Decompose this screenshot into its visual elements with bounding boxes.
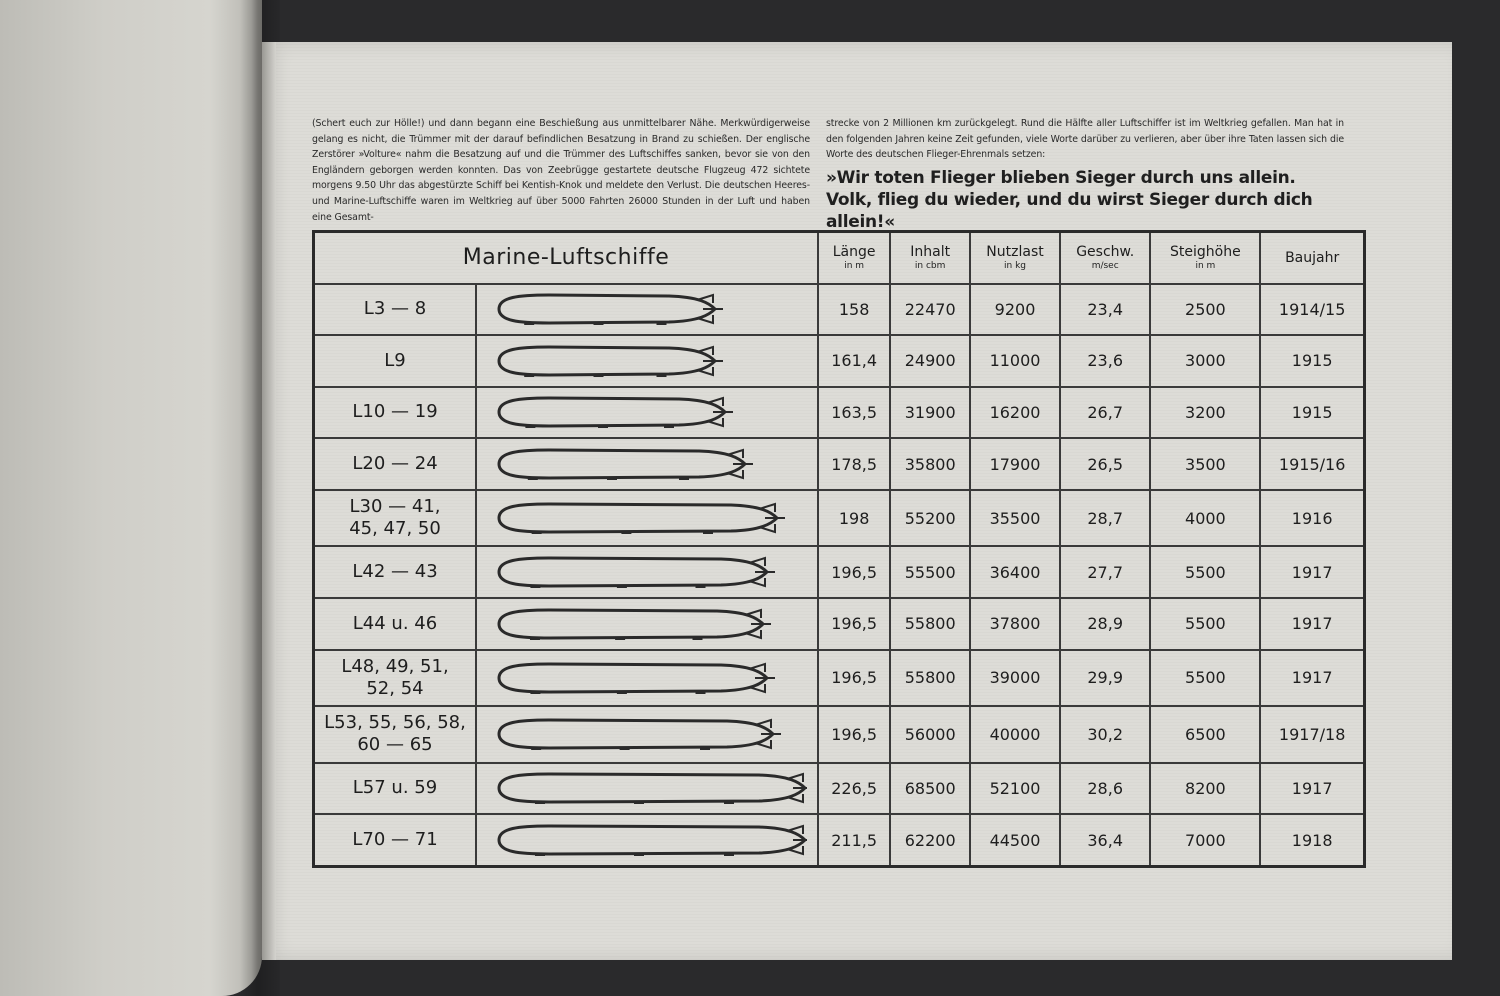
ship-name <box>314 438 477 490</box>
cell-nutzlast: 40000 <box>970 706 1060 763</box>
cell-nutzlast: 37800 <box>970 598 1060 650</box>
cell-nutzlast: 11000 <box>970 335 1060 387</box>
airship-silhouette-icon <box>487 604 807 644</box>
ship-name <box>314 546 477 598</box>
cell-geschw: 26,5 <box>1060 438 1151 490</box>
cell-geschw: 26,7 <box>1060 387 1151 439</box>
cell-steighoehe: 5500 <box>1150 650 1260 707</box>
cell-baujahr: 1915 <box>1260 335 1364 387</box>
cell-geschw: 28,7 <box>1060 490 1151 547</box>
ship-name-line: L10 — 19 <box>352 401 438 423</box>
cell-steighoehe: 3500 <box>1150 438 1260 490</box>
cell-baujahr: 1917 <box>1260 763 1364 815</box>
header-baujahr <box>1260 232 1364 284</box>
cell-geschw: 28,6 <box>1060 763 1151 815</box>
ship-name-line: L30 — 41, <box>349 496 441 518</box>
ship-name <box>314 598 477 650</box>
cell-inhalt: 56000 <box>890 706 970 763</box>
cell-nutzlast: 9200 <box>970 284 1060 336</box>
cell-geschw: 36,4 <box>1060 814 1151 866</box>
airship-silhouette-icon <box>487 714 807 754</box>
cell-nutzlast: 52100 <box>970 763 1060 815</box>
cell-nutzlast: 36400 <box>970 546 1060 598</box>
cell-inhalt: 22470 <box>890 284 970 336</box>
airship-silhouette-icon <box>487 820 807 860</box>
header-inhalt <box>890 232 970 284</box>
cell-baujahr: 1917/18 <box>1260 706 1364 763</box>
cell-laenge: 196,5 <box>818 598 890 650</box>
body-text-left: (Schert euch zur Hölle!) und dann begann eine Beschießung aus unmittelbarer Nähe. Merkwürdigerweise gelang es nicht, die Trümmer mit der darauf befindlichen Besatzung in Brand zu schießen. Der englische Zerstörer »Volture« nahm die Besatzung auf und die Trümmer des Luftschiffes sanken, bevor sie von den Engländern geborgen werden konnten. Das von Zeebrügge gestartete deutsche Flugzeug 472 sichtete morgens 9.50 Uhr das abgestürzte Schiff bei Kentish-Knok und meldete den Verlust. Die deutschen Heeres- und Marine-Luftschiffe waren im Weltkrieg auf über 5000 Fahrten 26000 Stunden in der Luft und haben eine Gesamt- <box>312 118 810 223</box>
cell-nutzlast: 35500 <box>970 490 1060 547</box>
table-title: Marine-Luftschiffe <box>314 232 819 284</box>
cell-nutzlast: 17900 <box>970 438 1060 490</box>
cell-inhalt: 35800 <box>890 438 970 490</box>
airship-silhouette-cell <box>476 438 818 490</box>
table-row <box>314 814 1365 866</box>
page-edge <box>262 42 276 960</box>
header-geschw <box>1060 232 1151 284</box>
header-nutzlast <box>970 232 1060 284</box>
header-unit: in m <box>1195 260 1216 271</box>
ship-name <box>314 387 477 439</box>
body-text-right: strecke von 2 Millionen km zurückgelegt. Rund die Hälfte aller Luftschiffer ist im Weltkrieg gefallen. Man hat in den folgenden Jahren keine Zeit gefunden, viele Worte darüber zu verlieren, aber über ihre Taten lassen sich die Worte des deutschen Flieger-Ehrenmals setzen: <box>826 118 1344 161</box>
cell-baujahr: 1915/16 <box>1260 438 1364 490</box>
cell-inhalt: 62200 <box>890 814 970 866</box>
cell-steighoehe: 6500 <box>1150 706 1260 763</box>
ship-name-line: L42 — 43 <box>352 561 438 583</box>
airship-silhouette-icon <box>487 392 807 432</box>
ship-name-line: L70 — 71 <box>352 829 438 851</box>
header-unit: in m <box>844 260 865 271</box>
cell-inhalt: 55500 <box>890 546 970 598</box>
cell-steighoehe: 4000 <box>1150 490 1260 547</box>
cell-laenge: 196,5 <box>818 546 890 598</box>
ship-name-line: L48, 49, 51, <box>341 655 449 677</box>
airship-silhouette-icon <box>487 341 807 381</box>
airship-silhouette-cell <box>476 546 818 598</box>
quote-line-1: »Wir toten Flieger blieben Sieger durch uns allein. <box>826 168 1296 188</box>
epitaph-quote <box>826 167 1366 233</box>
header-laenge <box>818 232 890 284</box>
cell-inhalt: 55200 <box>890 490 970 547</box>
cell-laenge: 198 <box>818 490 890 547</box>
cell-steighoehe: 5500 <box>1150 546 1260 598</box>
cell-laenge: 196,5 <box>818 650 890 707</box>
cell-laenge: 178,5 <box>818 438 890 490</box>
header-unit: in kg <box>1004 260 1027 271</box>
header-label: Nutzlast <box>986 243 1044 260</box>
ship-name-line: 45, 47, 50 <box>349 518 441 540</box>
ship-name-line: 52, 54 <box>366 677 424 699</box>
cell-laenge: 161,4 <box>818 335 890 387</box>
table-row <box>314 438 1365 490</box>
table-row <box>314 284 1365 336</box>
ship-name <box>314 490 477 547</box>
table-row <box>314 490 1365 547</box>
cell-steighoehe: 3200 <box>1150 387 1260 439</box>
ship-name-line: L57 u. 59 <box>352 777 438 799</box>
table-row <box>314 706 1365 763</box>
airship-silhouette-cell <box>476 335 818 387</box>
cell-laenge: 163,5 <box>818 387 890 439</box>
cell-geschw: 28,9 <box>1060 598 1151 650</box>
header-label: Geschw. <box>1076 243 1135 260</box>
table-row <box>314 387 1365 439</box>
cell-geschw: 23,4 <box>1060 284 1151 336</box>
cell-baujahr: 1917 <box>1260 546 1364 598</box>
ship-name <box>314 814 477 866</box>
header-label: Inhalt <box>910 243 951 260</box>
cell-laenge: 226,5 <box>818 763 890 815</box>
ship-name-line: L20 — 24 <box>352 453 438 475</box>
cell-baujahr: 1917 <box>1260 650 1364 707</box>
cell-nutzlast: 39000 <box>970 650 1060 707</box>
header-steighoehe <box>1150 232 1260 284</box>
airship-silhouette-cell <box>476 598 818 650</box>
airship-silhouette-cell <box>476 763 818 815</box>
airship-silhouette-cell <box>476 706 818 763</box>
cell-baujahr: 1918 <box>1260 814 1364 866</box>
airship-silhouette-icon <box>487 552 807 592</box>
header-label: Steighöhe <box>1170 243 1241 260</box>
header-unit: in cbm <box>914 260 946 271</box>
table-row <box>314 650 1365 707</box>
cell-steighoehe: 2500 <box>1150 284 1260 336</box>
ship-name-line: L9 <box>384 349 406 371</box>
cell-inhalt: 31900 <box>890 387 970 439</box>
cell-inhalt: 68500 <box>890 763 970 815</box>
header-label: Länge <box>832 243 876 260</box>
airship-silhouette-icon <box>487 444 807 484</box>
cell-laenge: 196,5 <box>818 706 890 763</box>
ship-name-line: L3 — 8 <box>363 298 427 320</box>
ship-name-line: L53, 55, 56, 58, <box>324 712 466 734</box>
airship-table <box>312 230 1366 868</box>
ship-name-line: L44 u. 46 <box>352 612 438 634</box>
cell-steighoehe: 7000 <box>1150 814 1260 866</box>
table-header-row <box>314 232 1365 284</box>
airship-silhouette-cell <box>476 284 818 336</box>
airship-silhouette-icon <box>487 658 807 698</box>
airship-silhouette-cell <box>476 814 818 866</box>
ship-name-line: 60 — 65 <box>357 734 433 756</box>
ship-name <box>314 763 477 815</box>
cell-nutzlast: 16200 <box>970 387 1060 439</box>
quote-line-2: Volk, flieg du wieder, und du wirst Sieger durch dich allein!« <box>826 190 1313 232</box>
cell-baujahr: 1916 <box>1260 490 1364 547</box>
airship-silhouette-cell <box>476 650 818 707</box>
cell-geschw: 27,7 <box>1060 546 1151 598</box>
cell-steighoehe: 5500 <box>1150 598 1260 650</box>
cell-geschw: 29,9 <box>1060 650 1151 707</box>
airship-silhouette-cell <box>476 490 818 547</box>
cell-nutzlast: 44500 <box>970 814 1060 866</box>
cell-laenge: 211,5 <box>818 814 890 866</box>
cell-steighoehe: 8200 <box>1150 763 1260 815</box>
ship-name <box>314 650 477 707</box>
airship-silhouette-cell <box>476 387 818 439</box>
table-row <box>314 335 1365 387</box>
cell-inhalt: 55800 <box>890 598 970 650</box>
left-page <box>0 0 262 996</box>
ship-name <box>314 706 477 763</box>
cell-baujahr: 1914/15 <box>1260 284 1364 336</box>
cell-inhalt: 24900 <box>890 335 970 387</box>
airship-silhouette-icon <box>487 289 807 329</box>
cell-steighoehe: 3000 <box>1150 335 1260 387</box>
cell-baujahr: 1915 <box>1260 387 1364 439</box>
table-row <box>314 546 1365 598</box>
table-row <box>314 598 1365 650</box>
cell-geschw: 23,6 <box>1060 335 1151 387</box>
table-row <box>314 763 1365 815</box>
cell-inhalt: 55800 <box>890 650 970 707</box>
cell-baujahr: 1917 <box>1260 598 1364 650</box>
header-label: Baujahr <box>1285 249 1340 266</box>
ship-name <box>314 284 477 336</box>
airship-silhouette-icon <box>487 498 807 538</box>
cell-geschw: 30,2 <box>1060 706 1151 763</box>
header-unit: m/sec <box>1091 260 1119 271</box>
cell-laenge: 158 <box>818 284 890 336</box>
airship-silhouette-icon <box>487 768 807 808</box>
ship-name <box>314 335 477 387</box>
